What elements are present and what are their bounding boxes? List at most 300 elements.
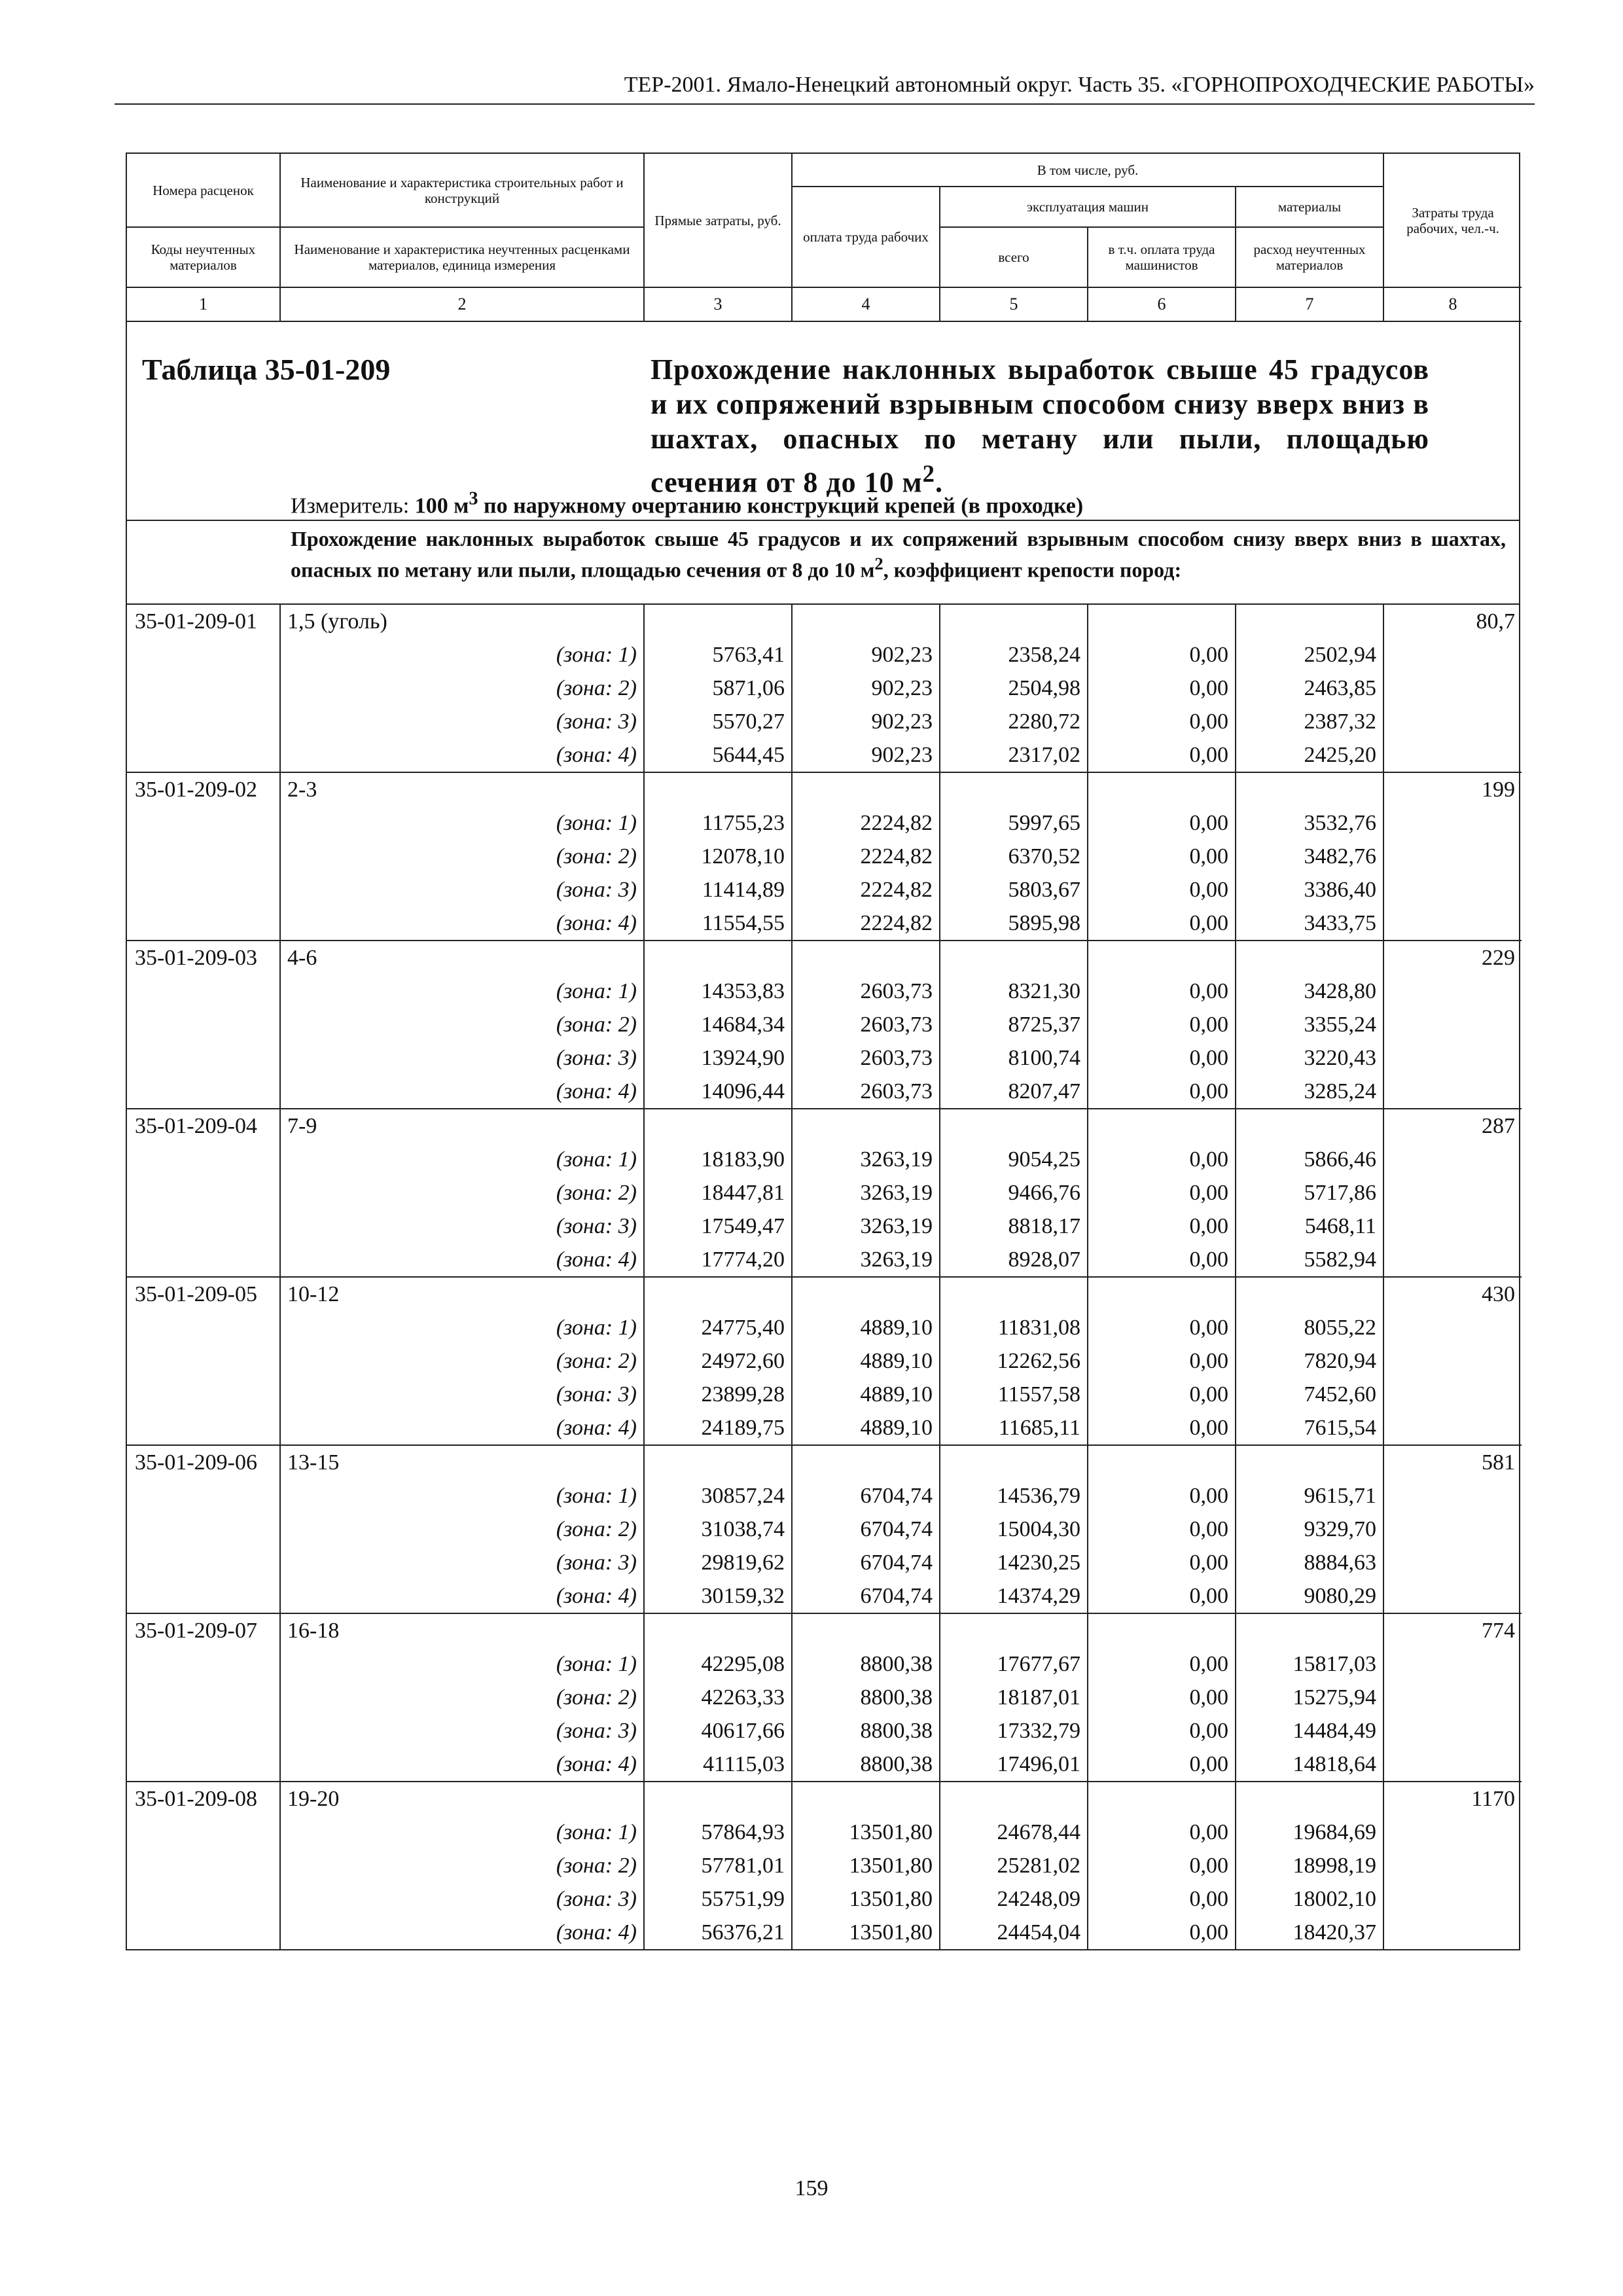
machinist-wages-value: 0,00 (1088, 806, 1236, 840)
rate-code: 35-01-209-02 (127, 772, 280, 806)
labor-cell-empty (1383, 738, 1522, 772)
labor-cell-empty (1383, 806, 1522, 840)
running-header: ТЕР-2001. Ямало-Ненецкий автономный округ. Часть 35. «ГОРНОПРОХОДЧЕСКИЕ РАБОТЫ» (624, 73, 1535, 97)
wages-value: 2603,73 (792, 1008, 940, 1041)
materials-value: 8055,22 (1236, 1311, 1383, 1344)
table-header (127, 154, 1522, 322)
labor-cell-empty (1383, 1849, 1522, 1882)
rate-code: 35-01-209-08 (127, 1782, 280, 1816)
machines-value: 15004,30 (940, 1513, 1088, 1546)
direct-cost: 17549,47 (644, 1210, 792, 1243)
wages-value: 2224,82 (792, 806, 940, 840)
materials-value: 8884,63 (1236, 1546, 1383, 1579)
labor-cell-empty (1383, 638, 1522, 672)
zone-row (127, 1243, 1522, 1277)
empty-cell (940, 605, 1088, 638)
zone-row (127, 1714, 1522, 1748)
labor-cell-empty (1383, 975, 1522, 1008)
machines-value: 8928,07 (940, 1243, 1088, 1277)
empty-cell (1236, 1613, 1383, 1647)
code-cell-empty (127, 1546, 280, 1579)
materials-value: 3355,24 (1236, 1008, 1383, 1041)
zone-row (127, 705, 1522, 738)
header-rate-numbers: Номера расценок (127, 154, 280, 227)
wages-value: 6704,74 (792, 1513, 940, 1546)
empty-cell (644, 941, 792, 975)
zone-label: (зона: 2) (280, 1176, 644, 1210)
machines-value: 12262,56 (940, 1344, 1088, 1378)
machinist-wages-value: 0,00 (1088, 1041, 1236, 1075)
rate-code: 35-01-209-01 (127, 605, 280, 638)
empty-cell (940, 1277, 1088, 1311)
zone-label: (зона: 3) (280, 705, 644, 738)
wages-value: 2603,73 (792, 1075, 940, 1109)
rate-name: 1,5 (уголь) (280, 605, 644, 638)
direct-cost: 5763,41 (644, 638, 792, 672)
wages-value: 4889,10 (792, 1344, 940, 1378)
materials-value: 5468,11 (1236, 1210, 1383, 1243)
machines-value: 11831,08 (940, 1311, 1088, 1344)
labor-cell-empty (1383, 1647, 1522, 1681)
direct-cost: 42295,08 (644, 1647, 792, 1681)
machinist-wages-value: 0,00 (1088, 840, 1236, 873)
page-number: 159 (794, 2176, 829, 2200)
empty-cell (1088, 1109, 1236, 1143)
empty-cell (644, 1277, 792, 1311)
empty-cell (644, 1782, 792, 1816)
labor-value: 229 (1383, 941, 1522, 975)
table-caption (127, 322, 1519, 521)
header-material-names: Наименование и характеристика неучтенных расценками материалов, единица измерения (280, 227, 644, 287)
empty-cell (1088, 605, 1236, 638)
rate-code: 35-01-209-07 (127, 1613, 280, 1647)
wages-value: 8800,38 (792, 1647, 940, 1681)
zone-label: (зона: 1) (280, 1143, 644, 1176)
empty-cell (644, 1109, 792, 1143)
materials-value: 5717,86 (1236, 1176, 1383, 1210)
machines-value: 5997,65 (940, 806, 1088, 840)
labor-cell-empty (1383, 873, 1522, 906)
direct-cost: 11414,89 (644, 873, 792, 906)
zone-label: (зона: 4) (280, 738, 644, 772)
machinist-wages-value: 0,00 (1088, 1210, 1236, 1243)
labor-cell-empty (1383, 1311, 1522, 1344)
direct-cost: 24189,75 (644, 1411, 792, 1445)
code-cell-empty (127, 1714, 280, 1748)
labor-cell-empty (1383, 672, 1522, 705)
direct-cost: 13924,90 (644, 1041, 792, 1075)
wages-value: 13501,80 (792, 1849, 940, 1882)
code-cell-empty (127, 1075, 280, 1109)
machinist-wages-value: 0,00 (1088, 1714, 1236, 1748)
direct-cost: 55751,99 (644, 1882, 792, 1916)
code-cell-empty (127, 1579, 280, 1613)
zone-label: (зона: 3) (280, 1882, 644, 1916)
materials-value: 3220,43 (1236, 1041, 1383, 1075)
direct-cost: 42263,33 (644, 1681, 792, 1714)
labor-cell-empty (1383, 840, 1522, 873)
materials-value: 9329,70 (1236, 1513, 1383, 1546)
wages-value: 8800,38 (792, 1714, 940, 1748)
wages-value: 13501,80 (792, 1816, 940, 1849)
labor-cell-empty (1383, 1075, 1522, 1109)
machines-value: 14536,79 (940, 1479, 1088, 1513)
header-material-codes: Коды неучтенных материалов (127, 227, 280, 287)
machinist-wages-value: 0,00 (1088, 906, 1236, 941)
wages-value: 8800,38 (792, 1681, 940, 1714)
wages-value: 902,23 (792, 672, 940, 705)
machines-value: 9054,25 (940, 1143, 1088, 1176)
header-including: В том числе, руб. (792, 154, 1383, 187)
machines-value: 8207,47 (940, 1075, 1088, 1109)
column-number: 2 (280, 287, 644, 321)
materials-value: 18420,37 (1236, 1916, 1383, 1949)
zone-label: (зона: 1) (280, 806, 644, 840)
rate-name: 16-18 (280, 1613, 644, 1647)
rate-name: 10-12 (280, 1277, 644, 1311)
empty-cell (940, 1445, 1088, 1479)
column-number: 5 (940, 287, 1088, 321)
empty-cell (940, 1109, 1088, 1143)
empty-cell (1088, 1277, 1236, 1311)
empty-cell (1088, 1613, 1236, 1647)
machinist-wages-value: 0,00 (1088, 1916, 1236, 1949)
code-cell-empty (127, 1041, 280, 1075)
zone-row (127, 1378, 1522, 1411)
code-cell-empty (127, 738, 280, 772)
machinist-wages-value: 0,00 (1088, 738, 1236, 772)
direct-cost: 40617,66 (644, 1714, 792, 1748)
zone-label: (зона: 3) (280, 1546, 644, 1579)
direct-cost: 57864,93 (644, 1816, 792, 1849)
wages-value: 3263,19 (792, 1210, 940, 1243)
rate-row (127, 1277, 1522, 1311)
labor-cell-empty (1383, 705, 1522, 738)
machines-value: 14230,25 (940, 1546, 1088, 1579)
empty-cell (1236, 772, 1383, 806)
machines-value: 11685,11 (940, 1411, 1088, 1445)
machinist-wages-value: 0,00 (1088, 1882, 1236, 1916)
zone-label: (зона: 1) (280, 1647, 644, 1681)
empty-cell (1088, 1445, 1236, 1479)
code-cell-empty (127, 1479, 280, 1513)
code-cell-empty (127, 873, 280, 906)
header-labor: Затраты труда рабочих, чел.-ч. (1383, 154, 1522, 287)
column-number: 3 (644, 287, 792, 321)
zone-row (127, 1311, 1522, 1344)
labor-value: 430 (1383, 1277, 1522, 1311)
code-cell-empty (127, 1513, 280, 1546)
empty-cell (1236, 1782, 1383, 1816)
code-cell-empty (127, 840, 280, 873)
code-cell-empty (127, 1681, 280, 1714)
header-direct-costs: Прямые затраты, руб. (644, 154, 792, 287)
empty-cell (1088, 1782, 1236, 1816)
empty-cell (644, 1613, 792, 1647)
direct-cost: 12078,10 (644, 840, 792, 873)
materials-value: 2425,20 (1236, 738, 1383, 772)
materials-value: 14484,49 (1236, 1714, 1383, 1748)
direct-cost: 14684,34 (644, 1008, 792, 1041)
zone-row (127, 1546, 1522, 1579)
code-cell-empty (127, 638, 280, 672)
labor-value: 199 (1383, 772, 1522, 806)
machinist-wages-value: 0,00 (1088, 873, 1236, 906)
code-cell-empty (127, 1882, 280, 1916)
empty-cell (792, 772, 940, 806)
rate-code: 35-01-209-04 (127, 1109, 280, 1143)
wages-value: 2224,82 (792, 840, 940, 873)
empty-cell (644, 605, 792, 638)
materials-value: 18998,19 (1236, 1849, 1383, 1882)
zone-row (127, 1411, 1522, 1445)
header-wages: оплата труда рабочих (792, 187, 940, 287)
empty-cell (1236, 941, 1383, 975)
materials-value: 19684,69 (1236, 1816, 1383, 1849)
empty-cell (1236, 605, 1383, 638)
wages-value: 13501,80 (792, 1916, 940, 1949)
labor-cell-empty (1383, 1176, 1522, 1210)
direct-cost: 5570,27 (644, 705, 792, 738)
machinist-wages-value: 0,00 (1088, 1176, 1236, 1210)
zone-label: (зона: 4) (280, 1075, 644, 1109)
machinist-wages-value: 0,00 (1088, 975, 1236, 1008)
materials-value: 15275,94 (1236, 1681, 1383, 1714)
machinist-wages-value: 0,00 (1088, 1513, 1236, 1546)
wages-value: 2603,73 (792, 975, 940, 1008)
zone-row (127, 1210, 1522, 1243)
rate-row (127, 1613, 1522, 1647)
direct-cost: 14096,44 (644, 1075, 792, 1109)
labor-value: 287 (1383, 1109, 1522, 1143)
machinist-wages-value: 0,00 (1088, 705, 1236, 738)
code-cell-empty (127, 1378, 280, 1411)
data-table (127, 605, 1522, 1949)
machinist-wages-value: 0,00 (1088, 1075, 1236, 1109)
machines-value: 11557,58 (940, 1378, 1088, 1411)
machines-value: 24454,04 (940, 1916, 1088, 1949)
materials-value: 15817,03 (1236, 1647, 1383, 1681)
wages-value: 4889,10 (792, 1411, 940, 1445)
column-number: 4 (792, 287, 940, 321)
machinist-wages-value: 0,00 (1088, 1816, 1236, 1849)
direct-cost: 56376,21 (644, 1916, 792, 1949)
zone-row (127, 1916, 1522, 1949)
column-number: 7 (1236, 287, 1383, 321)
column-number: 8 (1383, 287, 1522, 321)
empty-cell (792, 941, 940, 975)
code-cell-empty (127, 1411, 280, 1445)
rate-name: 19-20 (280, 1782, 644, 1816)
wages-value: 8800,38 (792, 1748, 940, 1782)
rate-row (127, 1445, 1522, 1479)
wages-value: 3263,19 (792, 1143, 940, 1176)
materials-value: 3532,76 (1236, 806, 1383, 840)
wages-value: 902,23 (792, 705, 940, 738)
code-cell-empty (127, 1210, 280, 1243)
labor-cell-empty (1383, 1041, 1522, 1075)
empty-cell (792, 1445, 940, 1479)
materials-value: 3433,75 (1236, 906, 1383, 941)
empty-cell (644, 1445, 792, 1479)
empty-cell (792, 1613, 940, 1647)
table-number: Таблица 35-01-209 (142, 353, 391, 386)
empty-cell (1088, 941, 1236, 975)
labor-cell-empty (1383, 1344, 1522, 1378)
wages-value: 902,23 (792, 638, 940, 672)
code-cell-empty (127, 1748, 280, 1782)
labor-cell-empty (1383, 1916, 1522, 1949)
labor-cell-empty (1383, 1008, 1522, 1041)
machinist-wages-value: 0,00 (1088, 1311, 1236, 1344)
zone-label: (зона: 4) (280, 906, 644, 941)
zone-label: (зона: 2) (280, 1513, 644, 1546)
labor-value: 80,7 (1383, 605, 1522, 638)
machines-value: 2317,02 (940, 738, 1088, 772)
zone-row (127, 1849, 1522, 1882)
labor-value: 774 (1383, 1613, 1522, 1647)
zone-label: (зона: 3) (280, 1714, 644, 1748)
machines-value: 24678,44 (940, 1816, 1088, 1849)
header-machines: эксплуатация машин (940, 187, 1236, 227)
materials-value: 3428,80 (1236, 975, 1383, 1008)
direct-cost: 14353,83 (644, 975, 792, 1008)
materials-value: 7820,94 (1236, 1344, 1383, 1378)
zone-label: (зона: 4) (280, 1579, 644, 1613)
zone-label: (зона: 2) (280, 840, 644, 873)
machines-value: 14374,29 (940, 1579, 1088, 1613)
materials-value: 7452,60 (1236, 1378, 1383, 1411)
empty-cell (1236, 1109, 1383, 1143)
direct-cost: 23899,28 (644, 1378, 792, 1411)
zone-row (127, 975, 1522, 1008)
empty-cell (644, 772, 792, 806)
code-cell-empty (127, 1008, 280, 1041)
materials-value: 7615,54 (1236, 1411, 1383, 1445)
materials-value: 3285,24 (1236, 1075, 1383, 1109)
machinist-wages-value: 0,00 (1088, 1008, 1236, 1041)
machines-value: 2280,72 (940, 705, 1088, 738)
zone-row (127, 1008, 1522, 1041)
direct-cost: 30857,24 (644, 1479, 792, 1513)
materials-value: 5582,94 (1236, 1243, 1383, 1277)
zone-row (127, 1647, 1522, 1681)
wages-value: 6704,74 (792, 1579, 940, 1613)
machines-value: 5803,67 (940, 873, 1088, 906)
wages-value: 3263,19 (792, 1176, 940, 1210)
direct-cost: 57781,01 (644, 1849, 792, 1882)
wages-value: 4889,10 (792, 1378, 940, 1411)
header-machinist-wages: в т.ч. оплата труда машинистов (1088, 227, 1236, 287)
machines-value: 2504,98 (940, 672, 1088, 705)
labor-cell-empty (1383, 1546, 1522, 1579)
rate-code: 35-01-209-05 (127, 1277, 280, 1311)
code-cell-empty (127, 1143, 280, 1176)
zone-label: (зона: 3) (280, 1378, 644, 1411)
zone-label: (зона: 1) (280, 638, 644, 672)
wages-value: 2603,73 (792, 1041, 940, 1075)
code-cell-empty (127, 1243, 280, 1277)
zone-label: (зона: 4) (280, 1748, 644, 1782)
machinist-wages-value: 0,00 (1088, 1849, 1236, 1882)
zone-label: (зона: 2) (280, 1344, 644, 1378)
rate-row (127, 605, 1522, 638)
zone-row (127, 638, 1522, 672)
materials-value: 18002,10 (1236, 1882, 1383, 1916)
machinist-wages-value: 0,00 (1088, 1143, 1236, 1176)
machinist-wages-value: 0,00 (1088, 1411, 1236, 1445)
machines-value: 6370,52 (940, 840, 1088, 873)
machines-value: 8100,74 (940, 1041, 1088, 1075)
zone-label: (зона: 2) (280, 1681, 644, 1714)
materials-value: 9615,71 (1236, 1479, 1383, 1513)
zone-row (127, 1344, 1522, 1378)
materials-value: 5866,46 (1236, 1143, 1383, 1176)
direct-cost: 17774,20 (644, 1243, 792, 1277)
machines-value: 24248,09 (940, 1882, 1088, 1916)
zone-label: (зона: 1) (280, 975, 644, 1008)
zone-row (127, 1075, 1522, 1109)
empty-cell (1088, 772, 1236, 806)
direct-cost: 11755,23 (644, 806, 792, 840)
zone-row (127, 1513, 1522, 1546)
rate-name: 13-15 (280, 1445, 644, 1479)
measurement-unit: Измеритель: 100 $м^3$ по наружному очертанию конструкций крепей (в проходке) (291, 489, 1084, 518)
empty-cell (940, 1613, 1088, 1647)
rate-name: 4-6 (280, 941, 644, 975)
empty-cell (792, 1109, 940, 1143)
header-unaccounted-materials: расход неучтенных материалов (1236, 227, 1383, 287)
header-machines-total: всего (940, 227, 1088, 287)
wages-value: 902,23 (792, 738, 940, 772)
code-cell-empty (127, 672, 280, 705)
labor-cell-empty (1383, 1411, 1522, 1445)
wages-value: 4889,10 (792, 1311, 940, 1344)
machines-value: 17332,79 (940, 1714, 1088, 1748)
zone-row (127, 840, 1522, 873)
zone-label: (зона: 3) (280, 1041, 644, 1075)
code-cell-empty (127, 1916, 280, 1949)
empty-cell (1236, 1445, 1383, 1479)
machines-value: 18187,01 (940, 1681, 1088, 1714)
empty-cell (792, 1277, 940, 1311)
zone-label: (зона: 3) (280, 873, 644, 906)
materials-value: 14818,64 (1236, 1748, 1383, 1782)
zone-row (127, 1816, 1522, 1849)
direct-cost: 41115,03 (644, 1748, 792, 1782)
empty-cell (792, 1782, 940, 1816)
direct-cost: 5871,06 (644, 672, 792, 705)
section-title: Прохождение наклонных выработок свыше 45 градусов и их сопряжений взрывным способом снизу вверх вниз в шахтах, опасных по метану или пыли, площадью сечения от 8 до 10 $м^2$, коэффициент крепости пород: (127, 521, 1519, 605)
labor-cell-empty (1383, 1882, 1522, 1916)
rate-row (127, 772, 1522, 806)
rate-code: 35-01-209-06 (127, 1445, 280, 1479)
wages-value: 13501,80 (792, 1882, 940, 1916)
machinist-wages-value: 0,00 (1088, 1243, 1236, 1277)
zone-label: (зона: 2) (280, 672, 644, 705)
empty-cell (1236, 1277, 1383, 1311)
materials-value: 2502,94 (1236, 638, 1383, 672)
rate-row (127, 1109, 1522, 1143)
zone-label: (зона: 1) (280, 1479, 644, 1513)
labor-cell-empty (1383, 1243, 1522, 1277)
materials-value: 9080,29 (1236, 1579, 1383, 1613)
wages-value: 6704,74 (792, 1546, 940, 1579)
code-cell-empty (127, 1311, 280, 1344)
zone-label: (зона: 4) (280, 1916, 644, 1949)
rate-name: 2-3 (280, 772, 644, 806)
code-cell-empty (127, 906, 280, 941)
